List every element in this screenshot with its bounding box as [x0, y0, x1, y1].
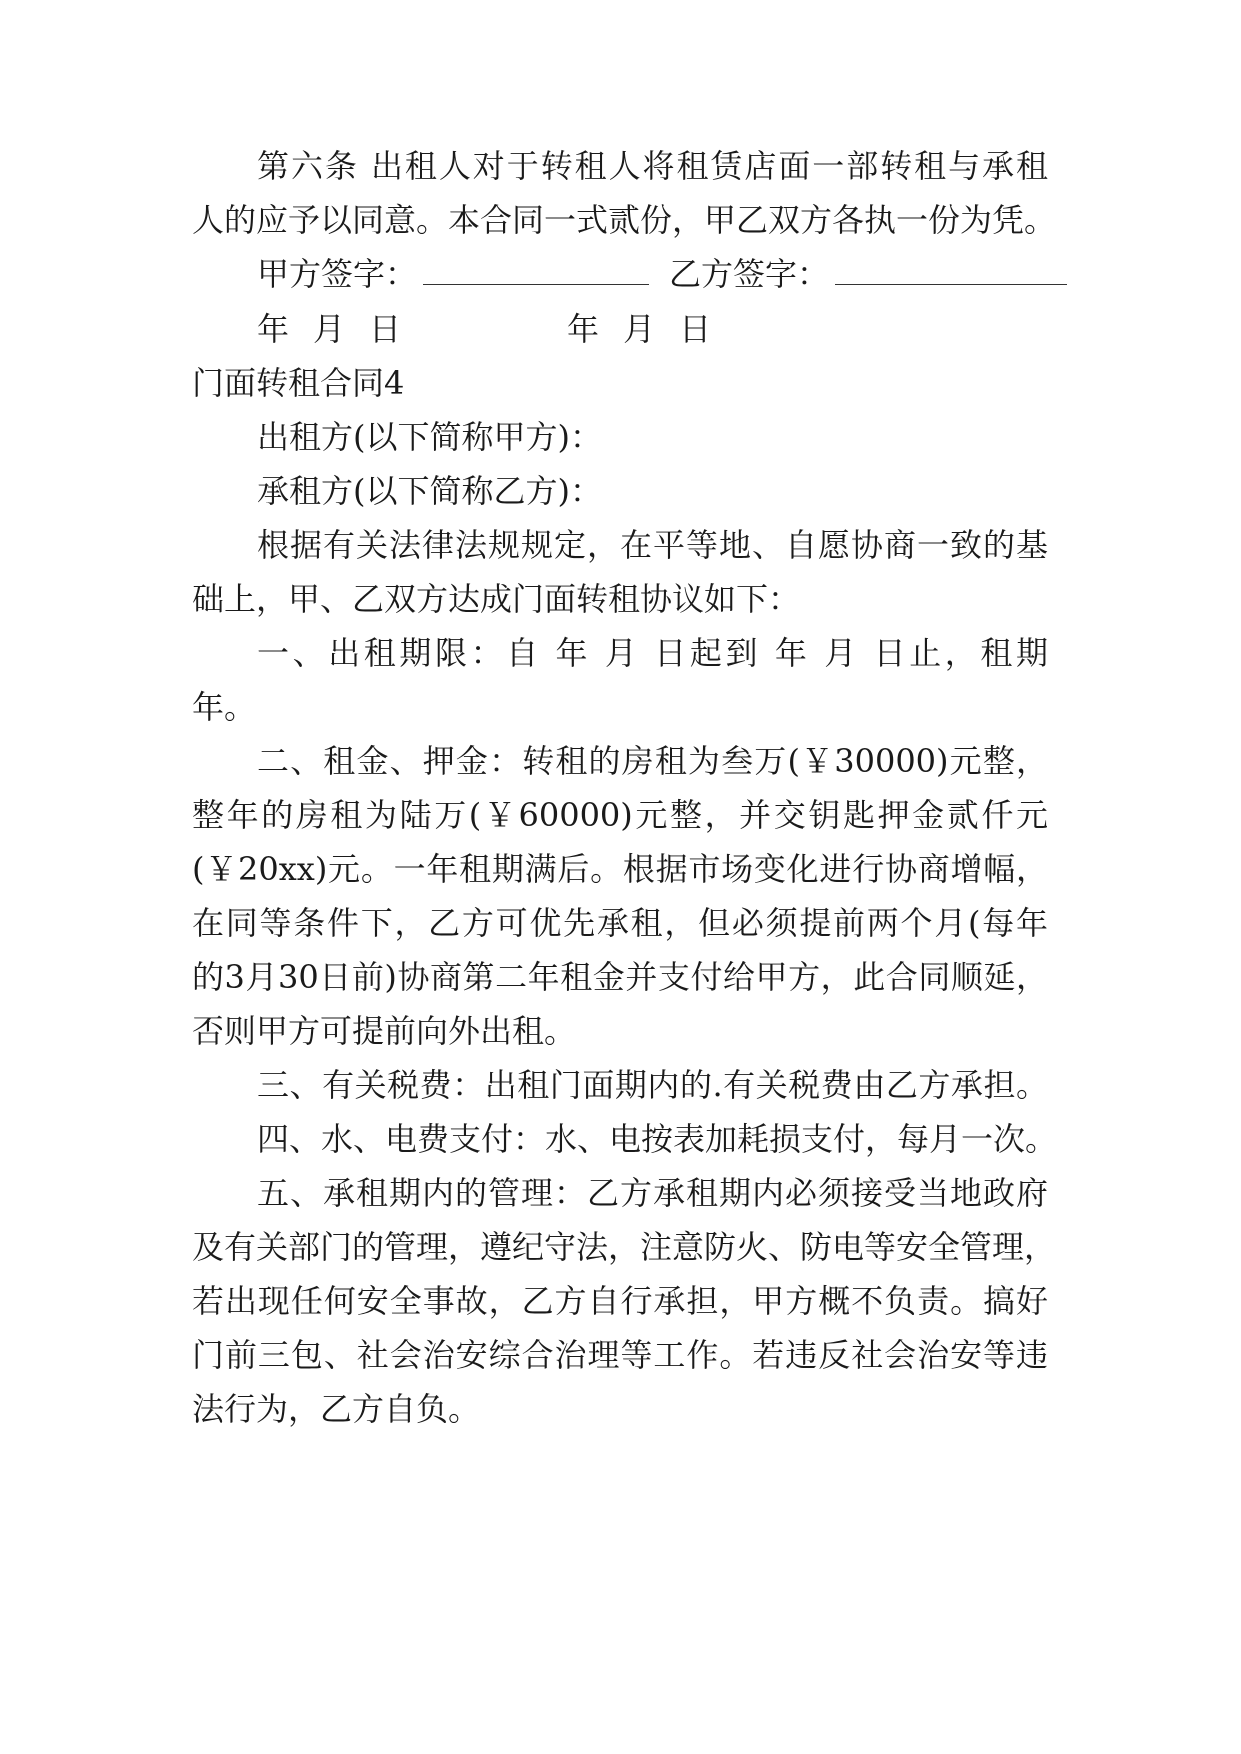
article6-line1: 第六条 出租人对于转租人将租赁店面一部转租与承租: [257, 147, 1048, 185]
party-a-date-year: 年: [257, 310, 290, 348]
clause1-line2: 年。: [192, 688, 257, 726]
party-a-date-day: 日: [369, 310, 402, 348]
signature-row: [257, 254, 1067, 294]
party-b-signature-label: 乙方签字：: [669, 255, 830, 293]
preamble-line1: 根据有关法律法规规定，在平等地、自愿协商一致的基: [257, 526, 1048, 564]
party-a-signature-label: 甲方签字：: [257, 255, 418, 293]
clause3-line: 三、有关税费：出租门面期内的.有关税费由乙方承担。: [257, 1066, 1048, 1104]
clause2-line3: (￥20xx)元。一年租期满后。根据市场变化进行协商增幅，: [192, 850, 1048, 888]
clause5-line1: 五、承租期内的管理：乙方承租期内必须接受当地政府: [257, 1174, 1048, 1212]
date-row: [257, 309, 711, 349]
clause2-line5: 的3月30日前)协商第二年租金并支付给甲方，此合同顺延，: [192, 958, 1048, 996]
party-b-date-month: 月: [623, 310, 656, 348]
party-b-date-year: 年: [567, 310, 600, 348]
lessor-line: 出租方(以下简称甲方)：: [257, 418, 602, 456]
clause5-line3: 若出现任何安全事故，乙方自行承担，甲方概不负责。搞好: [192, 1282, 1048, 1320]
party-b-signature-blank: [835, 258, 1067, 285]
clause4-line: 四、水、电费支付：水、电按表加耗损支付，每月一次。: [257, 1120, 1058, 1158]
clause2-line2: 整年的房租为陆万(￥60000)元整，并交钥匙押金贰仟元: [192, 796, 1048, 834]
party-b-date-day: 日: [679, 310, 712, 348]
clause2-line4: 在同等条件下，乙方可优先承租，但必须提前两个月(每年: [192, 904, 1048, 942]
clause5-line4: 门前三包、社会治安综合治理等工作。若违反社会治安等违: [192, 1336, 1048, 1374]
lessee-line: 承租方(以下简称乙方)：: [257, 472, 602, 510]
party-a-date-month: 月: [313, 310, 346, 348]
clause5-line2: 及有关部门的管理，遵纪守法，注意防火、防电等安全管理，: [192, 1228, 1057, 1266]
article6-line2: 人的应予以同意。本合同一式贰份，甲乙双方各执一份为凭。: [192, 201, 1057, 239]
party-a-signature-blank: [423, 258, 649, 285]
clause2-line6: 否则甲方可提前向外出租。: [192, 1012, 577, 1050]
preamble-line2: 础上，甲、乙双方达成门面转租协议如下：: [192, 580, 801, 618]
contract-title: 门面转租合同4: [192, 364, 405, 402]
clause2-line1: 二、租金、押金：转租的房租为叁万(￥30000)元整，: [257, 742, 1048, 780]
clause1-line1: 一、出租期限：自 年 月 日起到 年 月 日止，租期: [257, 634, 1048, 672]
clause5-line5: 法行为，乙方自负。: [192, 1390, 481, 1428]
